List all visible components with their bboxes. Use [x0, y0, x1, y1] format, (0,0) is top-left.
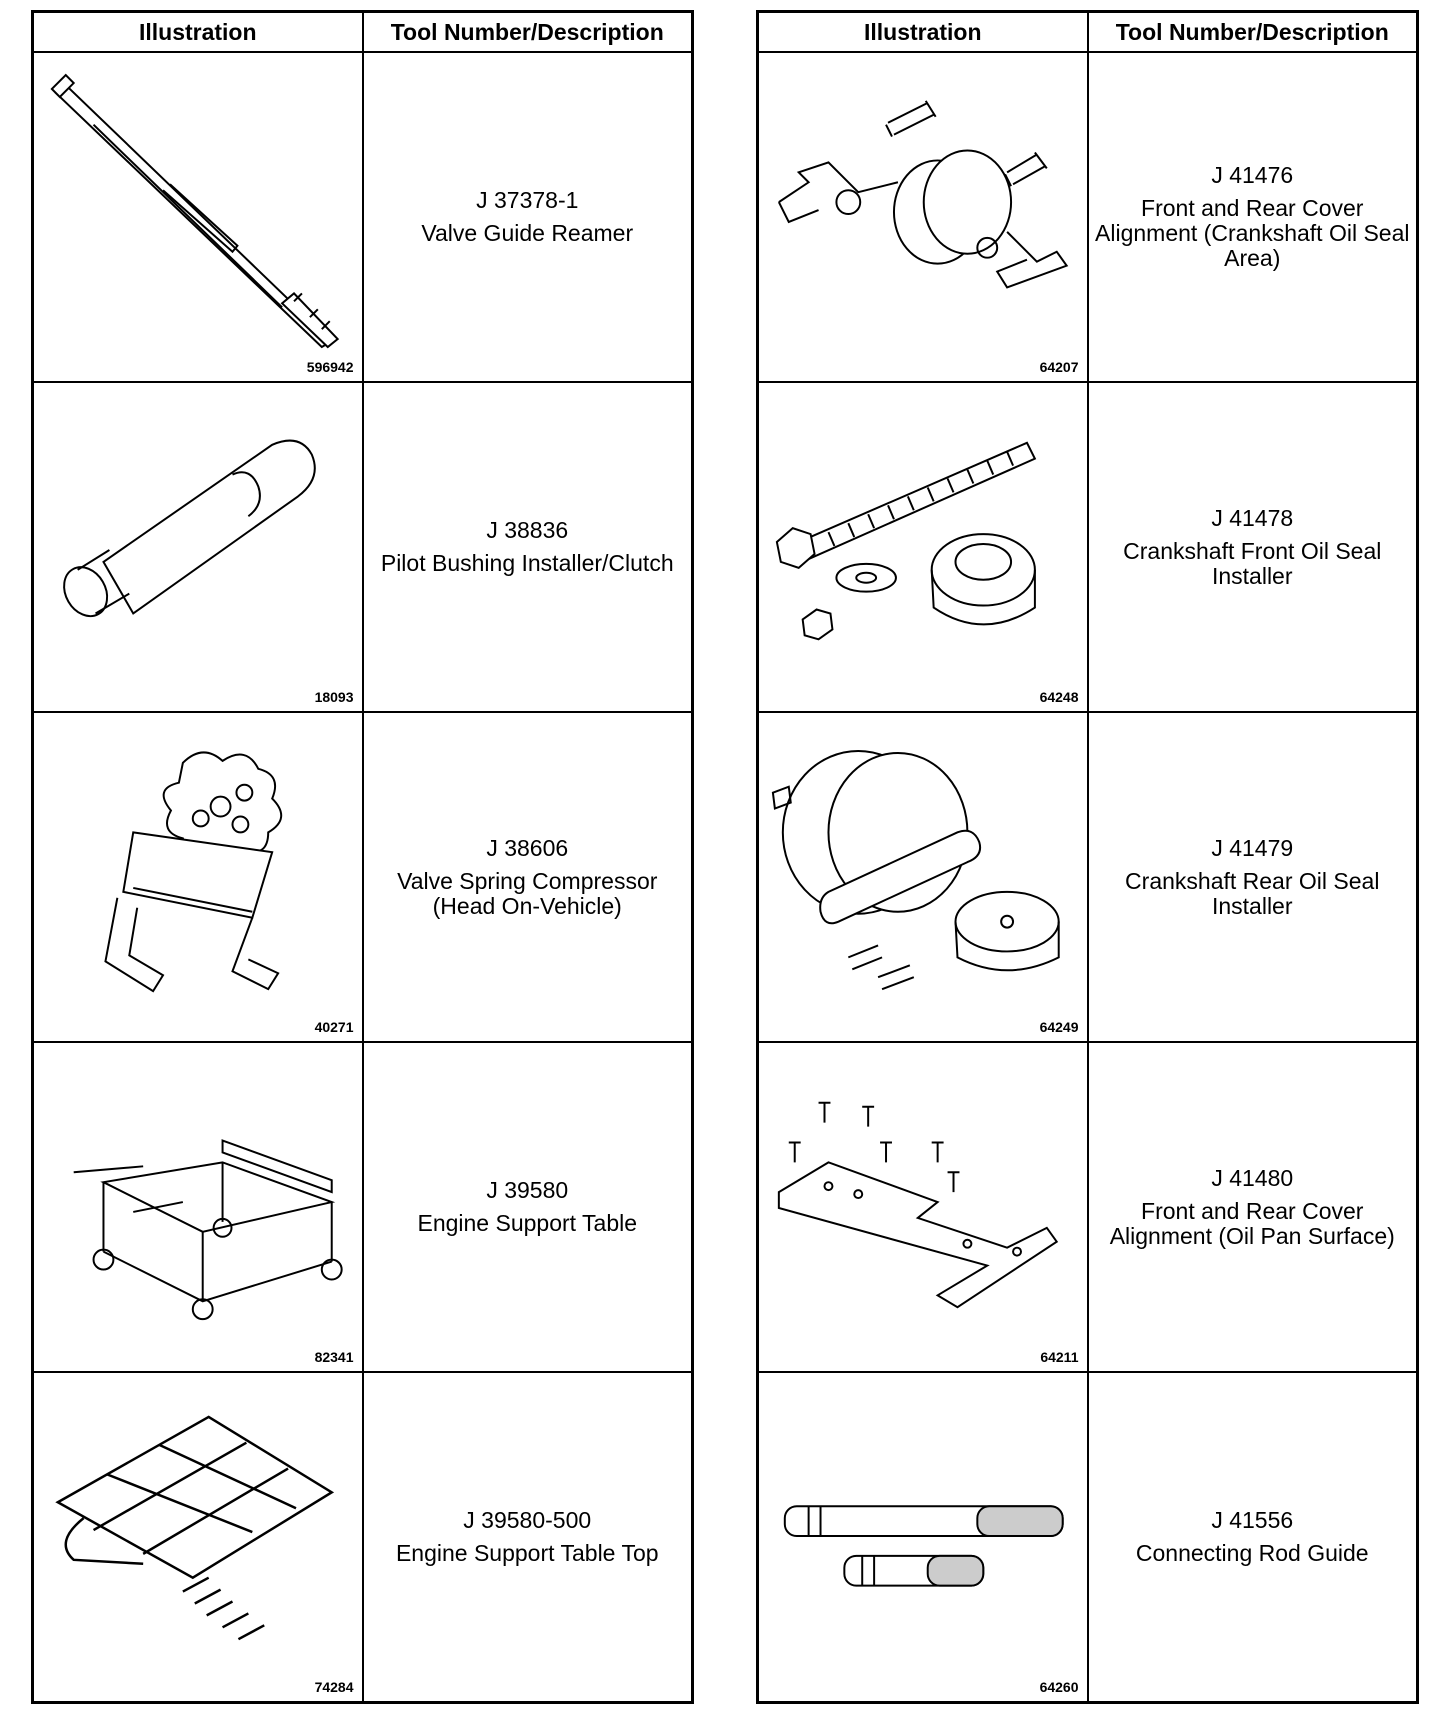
tool-number: J 41479: [1211, 834, 1294, 861]
figure-number: 64248: [1039, 689, 1079, 705]
tool-description-header: Tool Number/Description: [363, 12, 693, 53]
description-cell: [363, 382, 693, 712]
illustration-header: Illustration: [33, 12, 363, 53]
tool-description: Front and Rear Cover Alignment (Oil Pan Surface): [1109, 1197, 1395, 1249]
tool-description: Connecting Rod Guide: [1135, 1540, 1369, 1566]
figure-number: 64211: [1040, 1349, 1079, 1365]
figure-number: 82341: [314, 1349, 354, 1365]
table-row: [33, 712, 693, 1042]
tool-description: Crankshaft Rear Oil Seal Installer: [1125, 867, 1380, 919]
illustration-cell: [33, 1372, 363, 1703]
tool-description: Engine Support Table Top: [395, 1540, 659, 1566]
figure-number: 40271: [314, 1019, 354, 1035]
figure-number: 74284: [314, 1679, 354, 1695]
description-cell: [1088, 712, 1418, 1042]
table-header-row: [33, 12, 693, 53]
rear-oil-seal-installer-icon: [759, 722, 1087, 1032]
tool-description: Pilot Bushing Installer/Clutch: [380, 550, 674, 576]
tool-number: J 41480: [1211, 1164, 1294, 1191]
description-cell: [363, 52, 693, 382]
illustration-cell: [33, 1042, 363, 1372]
tool-description: Crankshaft Front Oil Seal Installer: [1123, 537, 1382, 589]
table-row: [33, 1372, 693, 1703]
description-cell: [1088, 1042, 1418, 1372]
tool-number: J 41478: [1211, 504, 1294, 531]
tool-number: J 37378-1: [476, 187, 579, 213]
special-tools-table-left: [31, 10, 694, 1704]
illustration-cell: [758, 712, 1088, 1042]
description-cell: [363, 1372, 693, 1703]
description-cell: [363, 1042, 693, 1372]
table-header-row: [758, 12, 1418, 53]
table-row: [758, 382, 1418, 712]
table-row: [33, 1042, 693, 1372]
tool-number: J 38606: [486, 834, 569, 861]
table-row: [758, 712, 1418, 1042]
figure-number: 64260: [1039, 1679, 1079, 1695]
table-row: [758, 52, 1418, 382]
pilot-bushing-installer-icon: [34, 392, 362, 702]
table-row: [758, 1372, 1418, 1703]
tool-number: J 39580: [486, 1177, 569, 1203]
tool-description: Front and Rear Cover Alignment (Crankshaft Oil Seal Area): [1095, 195, 1410, 271]
front-oil-seal-installer-icon: [759, 392, 1087, 702]
tool-number: J 41476: [1211, 162, 1294, 188]
illustration-cell: [758, 1372, 1088, 1703]
illustration-cell: [758, 382, 1088, 712]
figure-number: 64249: [1039, 1019, 1079, 1035]
illustration-cell: [33, 382, 363, 712]
table-row: [758, 1042, 1418, 1372]
tool-description: Valve Spring Compressor (Head On-Vehicle): [397, 867, 658, 919]
cover-alignment-crankshaft-icon: [759, 62, 1087, 372]
description-cell: [1088, 1372, 1418, 1703]
tool-description: Valve Guide Reamer: [421, 220, 634, 246]
description-cell: [1088, 52, 1418, 382]
figure-number: 64207: [1039, 359, 1079, 375]
tool-description: Engine Support Table: [417, 1210, 638, 1236]
valve-guide-reamer-icon: [34, 62, 362, 372]
engine-support-table-icon: [34, 1052, 362, 1362]
illustration-cell: [33, 712, 363, 1042]
table-row: [33, 382, 693, 712]
engine-support-table-top-icon: [34, 1382, 362, 1692]
valve-spring-compressor-icon: [34, 722, 362, 1032]
tool-number: J 38836: [486, 517, 569, 543]
tool-number: J 39580-500: [463, 1507, 592, 1533]
figure-number: 596942: [306, 359, 354, 375]
figure-number: 18093: [314, 689, 354, 705]
description-cell: [1088, 382, 1418, 712]
connecting-rod-guide-icon: [759, 1382, 1087, 1692]
illustration-cell: [33, 52, 363, 382]
illustration-cell: [758, 1042, 1088, 1372]
table-row: [33, 52, 693, 382]
illustration-header: Illustration: [758, 12, 1088, 53]
special-tools-table-right: [756, 10, 1419, 1704]
cover-alignment-oil-pan-icon: [759, 1052, 1087, 1362]
tool-number: J 41556: [1211, 1507, 1294, 1533]
description-cell: [363, 712, 693, 1042]
tool-description-header: Tool Number/Description: [1088, 12, 1418, 53]
illustration-cell: [758, 52, 1088, 382]
